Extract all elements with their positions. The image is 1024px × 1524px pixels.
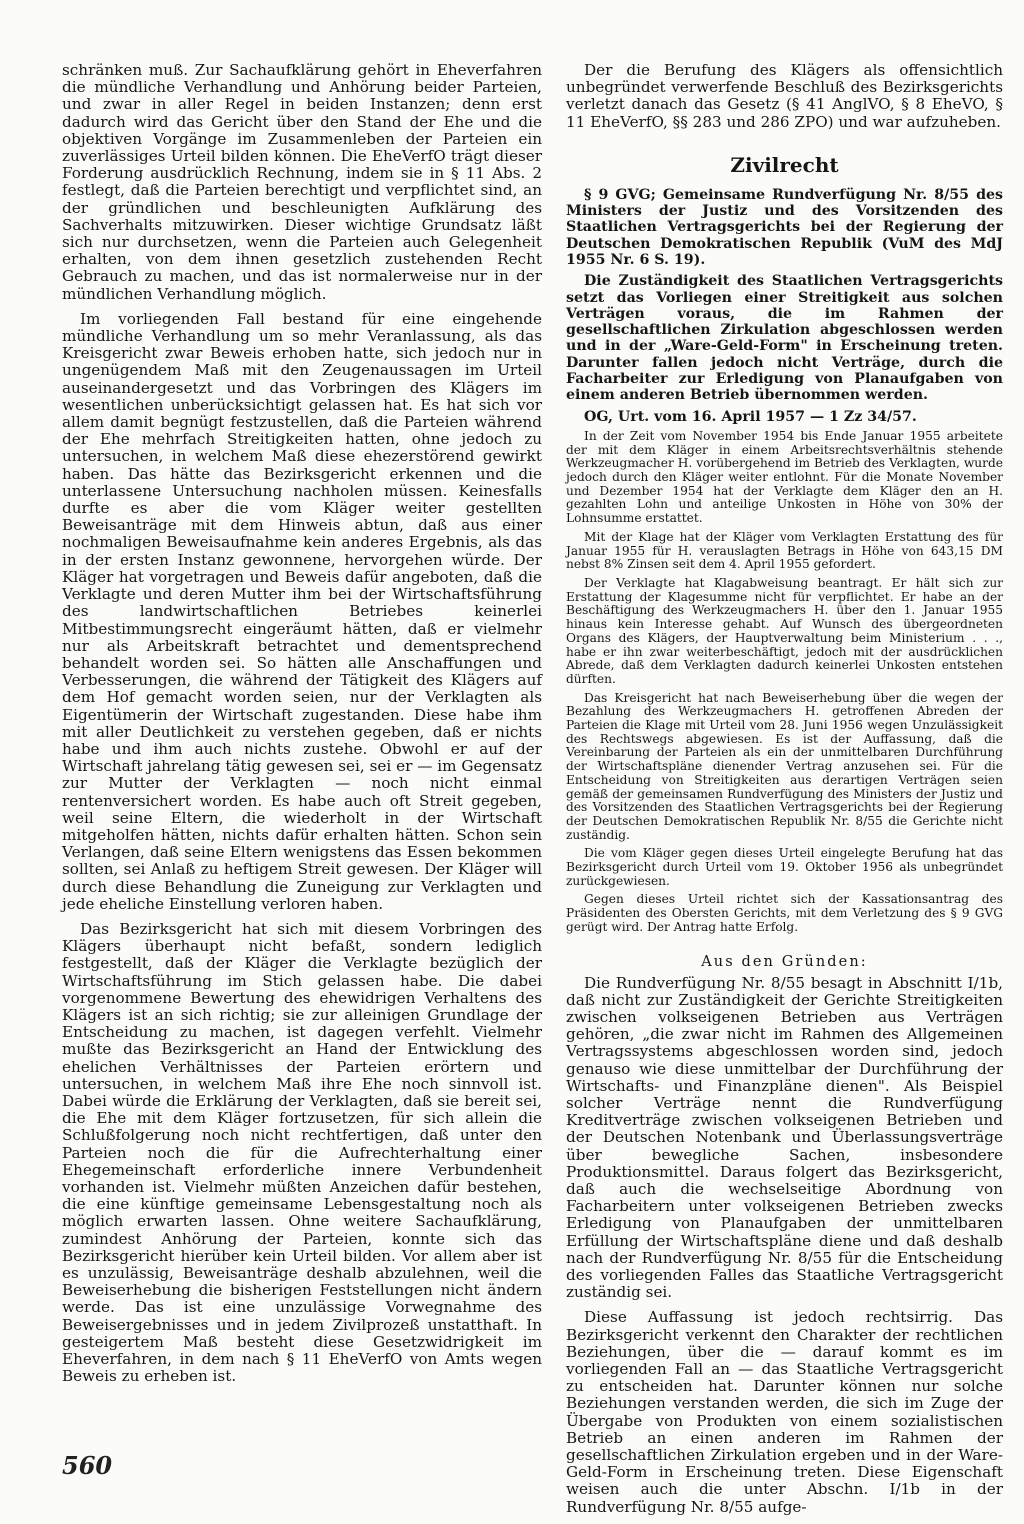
- facts-paragraph: In der Zeit vom November 1954 bis Ende Januar 1955 arbeitete der mit dem Kläger in einem Arbeitsrechtsverhältnis stehende Werkzeugmacher H. vorübergehend im Betrieb des Verklagten, wurde jedoch durch den Kläger weiter entlohnt. Für die Monate November und Dezember 1954 hat der Verklagte dem Kläger den an H. gezahlten Lohn und anteilige Unkosten in Höhe von 30% der Lohnsumme erstattet.: [566, 428, 1003, 526]
- court-citation: OG, Urt. vom 16. April 1957 — 1 Zz 34/57.: [584, 408, 917, 425]
- section-title: Zivilrecht: [730, 152, 839, 177]
- facts-paragraph: Der Verklagte hat Klagabweisung beantragt. Er hält sich zur Erstattung der Klagesumme nicht für verpflichtet. Er habe an der Beschäftigung des Werkzeugmachers H. über den 1. Januar 1955 hinaus kein Interesse gehabt. Auf Wunsch des übergeordneten Organs des Klägers, der Hauptverwaltung beim Ministerium . . ., habe er ihn zwar weiterbeschäftigt, jedoch mit der ausdrücklichen Abrede, daß dem Verklagten dadurch keinerlei Unkosten entstehen dürften.: [566, 576, 1003, 686]
- reasons-paragraph: Die Rundverfügung Nr. 8/55 besagt in Abschnitt I/1b, daß nicht zur Zuständigkeit der Gerichte Streitigkeiten zwischen volkseigenen Betrieben aus Verträgen gehören, „die zwar nicht im Rahmen des Allgemeinen Vertragssystems abgeschlossen worden sind, jedoch genauso wie diese unmittelbar der Durchführung der Wirtschafts- und Finanzpläne dienen". Als Beispiel solcher Verträge nennt die Rundverfügung Kreditverträge zwischen volkseigenen Betrieben und der Deutschen Notenbank und Überlassungsverträge über bewegliche Sachen, insbesondere Produktionsmittel. Daraus folgert das Bezirksgericht, daß auch die wechselseitige Abordnung von Facharbeitern unter volkseigenen Betrieben zwecks Erledigung von Planaufgaben der unmittelbaren Erfüllung der Wirtschaftspläne diene und daß deshalb nach der Rundverfügung Nr. 8/55 für die Entscheidung des vorliegenden Falles das Staatliche Vertragsgericht zuständig sei.: [566, 973, 1003, 1302]
- facts-paragraph: Gegen dieses Urteil richtet sich der Kassationsantrag des Präsidenten des Obersten Gerichts, mit dem Verletzung des § 9 GVG gerügt wird. Der Antrag hatte Erfolg.: [566, 892, 1003, 934]
- headnote-text: Die Zuständigkeit des Staatlichen Vertragsgerichts setzt das Vorliegen einer Streitigkeit aus solchen Verträgen voraus, die im Rahmen der gesellschaftlichen Zirkulation abgeschlossen werden und in der „Ware-Geld-Form" in Erscheinung treten. Darunter fallen jedoch nicht Verträge, durch die Facharbeiter zur Erledigung von Planaufgaben von einem anderen Betrieb übernommen werden.: [566, 273, 1003, 404]
- headnote-statutes: § 9 GVG; Gemeinsame Rundverfügung Nr. 8/55 des Ministers der Justiz und des Vorsitzenden des Staatlichen Vertragsgerichts bei der Regierung der Deutschen Demokratischen Republik (VuM des MdJ 1955 Nr. 6 S. 19).: [566, 186, 1003, 268]
- facts-paragraph: Die vom Kläger gegen dieses Urteil eingelegte Berufung hat das Bezirksgericht durch Urteil vom 19. Oktober 1956 als unbegründet zurückgewiesen.: [566, 846, 1003, 888]
- body-paragraph: Im vorliegenden Fall bestand für eine eingehende mündliche Verhandlung um so mehr Veranlassung, als das Kreisgericht zwar Beweis erhoben hatte, sich jedoch nur in ungenügendem Maß mit den Zeugenaussagen im Urteil auseinandergesetzt und das Vorbringen des Klägers im wesentlichen unberücksichtigt gelassen hat. Es hat sich vor allem damit begnügt festzustellen, daß die Parteien während der Ehe mehrfach Streitigkeiten hatten, ohne jedoch zu untersuchen, in welchem Maß diese ehezerstörend gewirkt haben. Das hätte das Bezirksgericht erkennen und die unterlassene Untersuchung nachholen müssen. Keinesfalls durfte es aber die vom Kläger weiter gestellten Beweisanträge mit dem Hinweis abtun, daß aus einer nochmaligen Beweisaufnahme kein anderes Ergebnis, als das in der ersten Instanz gewonnene, hervorgehen würde. Der Kläger hat vorgetragen und Beweis dafür angeboten, daß die Verklagte und deren Mutter ihm bei der Wirtschaftsführung des landwirtschaftlichen Betriebes keinerlei Mitbestimmungsrecht eingeräumt hätten, daß er vielmehr nur als Arbeitskraft betrachtet und dementsprechend behandelt worden sei. So hätten alle Anschaffungen und Verbesserungen, die während der Tätigkeit des Klägers auf dem Hof gemacht worden seien, nur der Verklagten als Eigentümerin der Wirtschaft zugestanden. Diese habe ihm mit aller Deutlichkeit zu verstehen gegeben, daß er nichts habe und ihm auch nichts zustehe. Obwohl er auf der Wirtschaft jahrelang tätig gewesen sei, sei er — im Gegensatz zur Mutter der Verklagten — noch nicht einmal rentenversichert worden. Es habe auch oft Streit gegeben, weil seine Eltern, die wiederholt in der Wirtschaft mitgeholfen hätten, nichts dafür erhalten hätten. Schon sein Verlangen, daß seine Eltern wenigstens das Essen bekommen sollten, sei Anlaß zu heftigem Streit gewesen. Der Kläger will durch diese Behandlung die Zuneigung zur Verklagten und jede eheliche Einstellung verloren haben.: [62, 309, 542, 913]
- right-column: [566, 62, 1003, 1516]
- body-paragraph: schränken muß. Zur Sachaufklärung gehört in Eheverfahren die mündliche Verhandlung und Anhörung beider Parteien, und zwar in aller Regel in beiden Instanzen; denn erst dadurch wird das Gericht über den Stand der Ehe und die objektiven Vorgänge im Zusammenleben der Parteien ein zuverlässiges Urteil bilden können. Die EheVerfO trägt dieser Forderung ausdrücklich Rechnung, indem sie in § 11 Abs. 2 festlegt, daß die Parteien berechtigt und verpflichtet sind, an der gründlichen und beschleunigten Aufklärung des Sachverhalts mitzuwirken. Dieser wichtige Grundsatz läßt sich nur durchsetzen, wenn die Parteien auch Gelegenheit erhalten, von dem ihnen gesetzlich zustehenden Recht Gebrauch zu machen, und das ist normalerweise nur in der mündlichen Verhandlung möglich.: [62, 61, 542, 303]
- left-column: [62, 62, 542, 1385]
- facts-paragraph: Mit der Klage hat der Kläger vom Verklagten Erstattung des für Januar 1955 für H. verauslagten Betrags in Höhe von 643,15 DM nebst 8% Zinsen seit dem 4. April 1955 gefordert.: [566, 529, 1003, 572]
- body-paragraph: Der die Berufung des Klägers als offensichtlich unbegründet verwerfende Beschluß des Bezirksgerichts verletzt danach das Gesetz (§ 41 AnglVO, § 8 EheVO, § 11 EheVerfO, §§ 283 und 286 ZPO) und war aufzuheben.: [566, 61, 1003, 131]
- page-number: 560: [62, 1451, 113, 1480]
- reasons-paragraph: Diese Auffassung ist jedoch rechtsirrig. Das Bezirksgericht verkennt den Charakter der rechtlichen Beziehungen, über die — darauf kommt es im vorliegenden Fall an — das Staatliche Vertragsgericht zu entscheiden hat. Darunter können nur solche Beziehungen verstanden werden, die sich im Zuge der Übergabe von Produkten von einem sozialistischen Betrieb an einen anderen im Rahmen der gesellschaftlichen Zirkulation ergeben und in der Ware-Geld-Form in Erscheinung treten. Diese Eigenschaft weisen auch die unter Abschn. I/1b in der Rundverfügung Nr. 8/55 aufge-: [566, 1308, 1003, 1516]
- reasons-heading: Aus den Gründen:: [701, 953, 868, 970]
- facts-paragraph: Das Kreisgericht hat nach Beweiserhebung über die wegen der Bezahlung des Werkzeugmachers H. getroffenen Abreden der Parteien die Klage mit Urteil vom 28. Juni 1956 wegen Unzulässigkeit des Rechtswegs abgewiesen. Es ist der Auffassung, daß die Vereinbarung der Parteien als ein der unmittelbaren Durchführung der Wirtschaftspläne dienender Vertrag anzusehen sei. Für die Entscheidung von Streitigkeiten aus derartigen Verträgen seien gemäß der gemeinsamen Rundverfügung des Ministers der Justiz und des Vorsitzenden des Staatlichen Vertragsgerichts bei der Regierung der Deutschen Demokratischen Republik Nr. 8/55 die Gerichte nicht zuständig.: [566, 690, 1003, 842]
- body-paragraph: Das Bezirksgericht hat sich mit diesem Vorbringen des Klägers überhaupt nicht befaßt, sondern lediglich festgestellt, daß der Kläger die Verklagte bezüglich der Wirtschaftsführung im Stich gelassen habe. Die dabei vorgenommene Bewertung des ehewidrigen Verhaltens des Klägers ist an sich richtig; sie zur alleinigen Grundlage der Entscheidung zu machen, ist dagegen verfehlt. Vielmehr mußte das Bezirksgericht an Hand der Entwicklung des ehelichen Verhältnisses der Parteien erörtern und untersuchen, in welchem Maß ihre Ehe noch sinnvoll ist. Dabei würde die Erklärung der Verklagten, daß sie bereit sei, die Ehe mit dem Kläger fortzusetzen, für sich allein die Schlußfolgerung noch nicht rechtfertigen, daß unter den Parteien noch die für die Aufrechterhaltung einer Ehegemeinschaft erforderliche innere Verbundenheit vorhanden ist. Vielmehr müßten Anzeichen dafür bestehen, die eine künftige gemeinsame Lebensgestaltung noch als möglich erwarten lassen. Ohne weitere Sachaufklärung, zumindest Anhörung der Parteien, konnte sich das Bezirksgericht hierüber kein Urteil bilden. Vor allem aber ist es unzulässig, Beweisanträge deshalb abzulehnen, weil die Beweiserhebung die bisherigen Feststellungen nicht ändern werde. Das ist eine unzulässige Vorwegnahme des Beweisergebnisses und in jedem Zivilprozeß unstatthaft. In gesteigertem Maß besteht diese Gesetzwidrigkeit im Eheverfahren, in dem nach § 11 EheVerfO von Amts wegen Beweis zu erheben ist.: [62, 919, 542, 1386]
